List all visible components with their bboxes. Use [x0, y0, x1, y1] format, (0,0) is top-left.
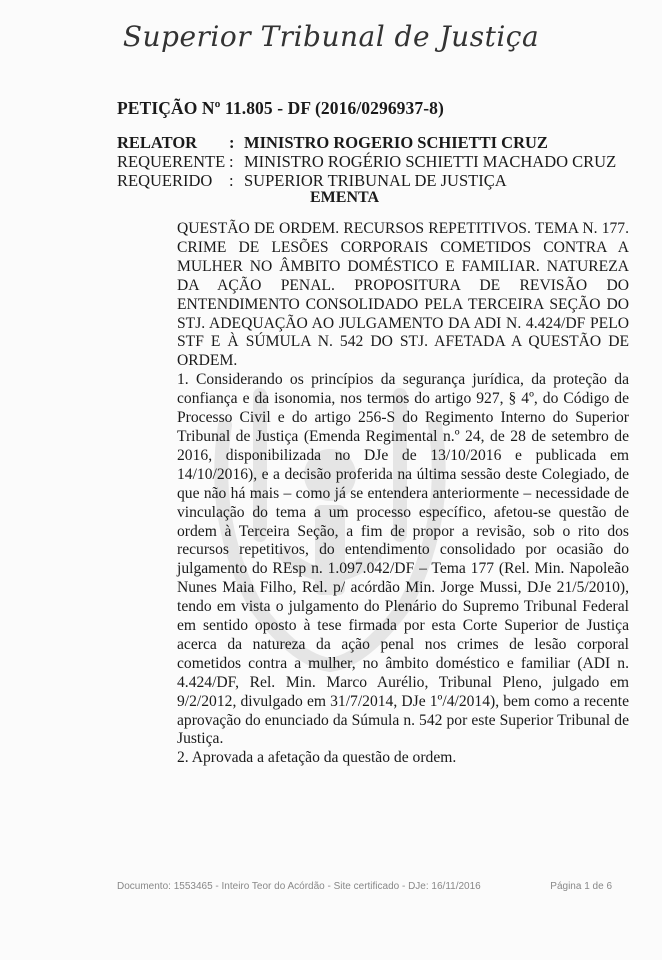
parties-block	[117, 133, 616, 190]
party-value: MINISTRO ROGÉRIO SCHIETTI MACHADO CRUZ	[244, 152, 617, 171]
party-label: RELATOR	[117, 133, 198, 152]
party-row-relator	[117, 133, 616, 152]
ementa-heading: EMENTA	[310, 189, 380, 206]
ementa-summary: QUESTÃO DE ORDEM. RECURSOS REPETITIVOS. TEMA N. 177. CRIME DE LESÕES CORPORAIS COMETIDOS CONTRA A MULHER NO ÂMBITO DOMÉSTICO E FAMILIAR. NATUREZA DA AÇÃO PENAL. PROPOSITURA DE REVISÃO DO ENTENDIMENTO CONSOLIDADO PELA TERCEIRA SEÇÃO DO STJ. ADEQUAÇÃO AO JULGAMENTO DA ADI N. 4.424/DF PELO STF E À SÚMULA N. 542 DO STJ. AFETADA A QUESTÃO DE ORDEM.	[177, 220, 629, 370]
petition-title: PETIÇÃO Nº 11.805 - DF (2016/0296937-8)	[117, 98, 444, 118]
footer-document-info: Documento: 1553465 - Inteiro Teor do Acórdão - Site certificado - DJe: 16/11/2016	[117, 881, 481, 892]
party-row-requerente	[117, 152, 616, 171]
ementa-item-1: 1. Considerando os princípios da segurança jurídica, da proteção da confiança e da isonomia, nos termos do artigo 927, § 4º, do Código de Processo Civil e do artigo 256-S do Regimento Interno do Superior Tribunal de Justiça (Emenda Regimental n.º 24, de 28 de setembro de 2016, disponibilizada no DJe de 13/10/2016 e publicada em 14/10/2016), e a decisão proferida na última sessão deste Colegiado, de que não há mais – como já se entendera anteriormente – necessidade de vinculação do tema a um processo específico, afetou-se questão de ordem à Terceira Seção, a fim de propor a revisão, sob o rito dos recursos repetitivos, do entendimento consolidado por ocasião do julgamento do REsp n. 1.097.042/DF – Tema 177 (Rel. Min. Napoleão Nunes Maia Filho, Rel. p/ acórdão Min. Jorge Mussi, DJe 21/5/2010), tendo em vista o julgamento do Plenário do Supremo Tribunal Federal em sentido oposto à tese firmada por esta Corte Superior de Justiça acerca da natureza da ação penal nos crimes de lesão corporal cometidos contra a mulher, no âmbito doméstico e familiar (ADI n. 4.424/DF, Rel. Min. Marco Aurélio, Tribunal Pleno, julgado em 9/2/2012, divulgado em 31/7/2014, DJe 1º/4/2014), bem como a recente aprovação do enunciado da Súmula n. 542 por este Superior Tribunal de Justiça.	[177, 371, 629, 748]
footer-page-number: Página 1 de 6	[550, 881, 612, 892]
party-colon: :	[229, 152, 234, 171]
party-row-requerido	[117, 171, 616, 190]
court-logo: Superior Tribunal de Justiça	[122, 20, 540, 53]
party-label: REQUERIDO	[117, 171, 213, 190]
party-colon: :	[229, 133, 235, 152]
party-colon: :	[229, 171, 234, 190]
page-footer	[117, 881, 612, 892]
ementa-item-2: 2. Aprovada a afetação da questão de ordem.	[177, 749, 457, 767]
ementa-body	[177, 220, 629, 768]
party-label: REQUERENTE	[117, 152, 226, 171]
party-value: MINISTRO ROGERIO SCHIETTI CRUZ	[244, 133, 548, 152]
party-value: SUPERIOR TRIBUNAL DE JUSTIÇA	[244, 171, 507, 190]
